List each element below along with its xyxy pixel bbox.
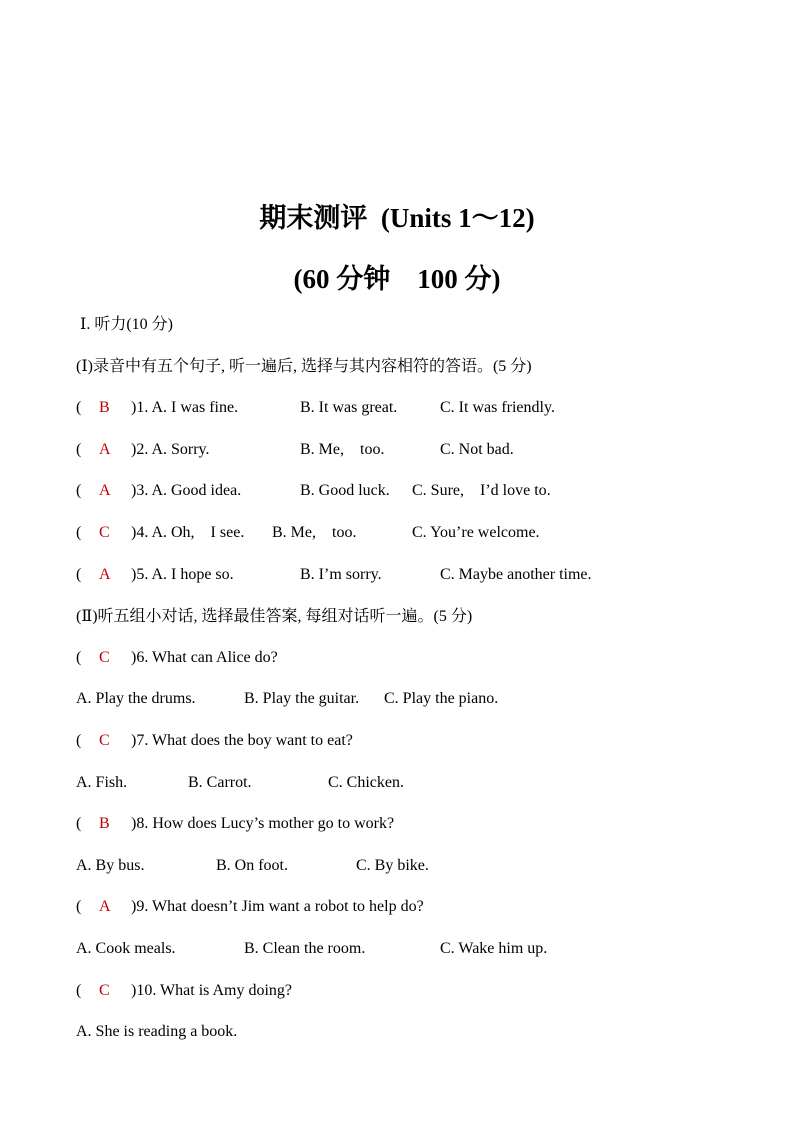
question-6-stem: )6. What can Alice do? bbox=[131, 649, 278, 666]
question-2-option-c: C. Not bad. bbox=[440, 441, 514, 458]
question-4-option-a: )4. A. Oh, I see. bbox=[131, 524, 245, 541]
answer-2: A bbox=[99, 441, 111, 458]
answer-3: A bbox=[99, 482, 111, 499]
section-heading: Ⅰ. 听力(10 分) bbox=[80, 316, 173, 333]
question-3-option-c: C. Sure, I’d love to. bbox=[412, 482, 551, 499]
exam-title: 期末测评 (Units 1～12) bbox=[259, 203, 535, 233]
question-5-option-a: )5. A. I hope so. bbox=[131, 566, 234, 583]
question-7-option-c: C. Chicken. bbox=[328, 774, 404, 791]
question-1-option-a: )1. A. I was fine. bbox=[131, 399, 239, 416]
question-7-option-b: B. Carrot. bbox=[188, 774, 252, 791]
question-2-option-b: B. Me, too. bbox=[300, 441, 385, 458]
answer-1: B bbox=[99, 399, 110, 416]
question-10-stem: )10. What is Amy doing? bbox=[131, 982, 293, 999]
question-8-stem: )8. How does Lucy’s mother go to work? bbox=[131, 815, 395, 832]
exam-subtitle: (60 分钟 100 分) bbox=[293, 264, 501, 294]
question-8-option-c: C. By bike. bbox=[356, 857, 429, 874]
answer-7: C bbox=[99, 732, 110, 749]
answer-4: C bbox=[99, 524, 110, 541]
question-3-option-a: )3. A. Good idea. bbox=[131, 482, 242, 499]
answer-10: C bbox=[99, 982, 110, 999]
question-10-option-a: A. She is reading a book. bbox=[76, 1023, 238, 1040]
question-6-option-b: B. Play the guitar. bbox=[244, 690, 360, 707]
question-5-option-b: B. I’m sorry. bbox=[300, 566, 382, 583]
answer-6: C bbox=[99, 649, 110, 666]
question-8-option-a: A. By bus. bbox=[76, 857, 145, 874]
question-7-stem: )7. What does the boy want to eat? bbox=[131, 732, 353, 749]
question-1-option-b: B. It was great. bbox=[300, 399, 398, 416]
exam-page: 期末测评 (Units 1～12) (60 分钟 100 分) Ⅰ. 听力(10 分) (Ⅰ)录音中有五个句子, 听一遍后, 选择与其内容相符的答语。(5 分) ( B )1. A. I was fine. B. It was great. C. It was friendly. ( A )2. A. Sorry. B. Me, too. C. Not bad. ( A )3. A. Good idea. B. Good luck. C. Sure, I’d love to. ( C )4. A. Oh, I see. B. Me, too. C. You’re welcome. ( A )5. A. I hope so. B. I’m sorry. C. Maybe another time. (Ⅱ)听五组小对话, 选择最佳答案, 每组对话听一遍。(5 分) ( C )6. What can Alice do? A. Play the drums. B. Play the guitar. C. Play the piano. ( C )7. What does the boy want to eat? A. Fish. B. Carrot. C. Chicken. ( B )8. How does Lucy’s mother go to work? A. By bus. B. On foot. C. By bike. ( A )9. What doesn’t Jim want a robot to help do? A. Cook meals. B. Clean the room. C. Wake him up. ( C )10. What is Amy doing? A. She is reading a book. bbox=[0, 0, 794, 1123]
question-4-option-b: B. Me, too. bbox=[272, 524, 357, 541]
part2-instruction: (Ⅱ)听五组小对话, 选择最佳答案, 每组对话听一遍。(5 分) bbox=[76, 608, 473, 625]
question-7-option-a: A. Fish. bbox=[76, 774, 128, 791]
answer-5: A bbox=[99, 566, 111, 583]
question-9-option-c: C. Wake him up. bbox=[440, 940, 548, 957]
question-9-option-b: B. Clean the room. bbox=[244, 940, 366, 957]
question-9-stem: )9. What doesn’t Jim want a robot to help do? bbox=[131, 898, 424, 915]
question-4-option-c: C. You’re welcome. bbox=[412, 524, 540, 541]
question-9-option-a: A. Cook meals. bbox=[76, 940, 176, 957]
question-1-option-c: C. It was friendly. bbox=[440, 399, 555, 416]
answer-9: A bbox=[99, 898, 111, 915]
answer-8: B bbox=[99, 815, 110, 832]
part1-instruction: (Ⅰ)录音中有五个句子, 听一遍后, 选择与其内容相符的答语。(5 分) bbox=[76, 358, 532, 375]
question-8-option-b: B. On foot. bbox=[216, 857, 288, 874]
question-6-option-c: C. Play the piano. bbox=[384, 690, 499, 707]
question-6-option-a: A. Play the drums. bbox=[76, 690, 196, 707]
question-3-option-b: B. Good luck. bbox=[300, 482, 390, 499]
question-5-option-c: C. Maybe another time. bbox=[440, 566, 592, 583]
question-2-option-a: )2. A. Sorry. bbox=[131, 441, 210, 458]
